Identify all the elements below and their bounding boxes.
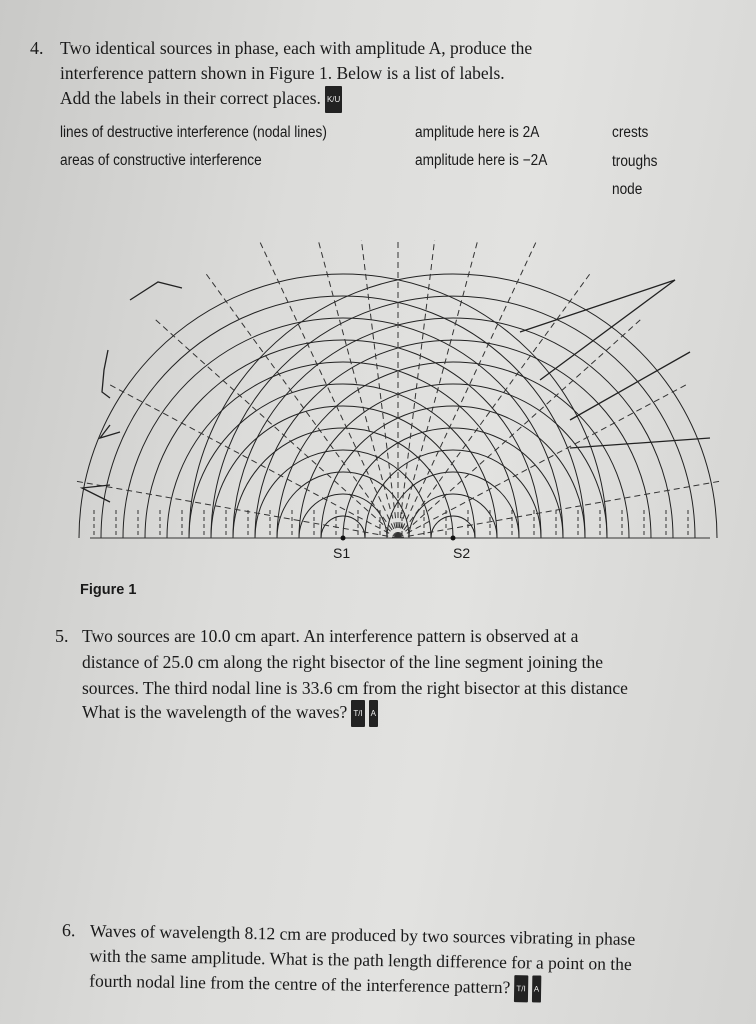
nodal-line bbox=[398, 240, 483, 538]
wavefront-arc bbox=[233, 428, 453, 538]
hand-line-right-3 bbox=[570, 352, 690, 420]
question-5-line-4-text: What is the wavelength of the waves? bbox=[82, 702, 348, 722]
label-amplitude-positive: amplitude here is 2A bbox=[415, 124, 540, 141]
question-5-line-1: Two sources are 10.0 cm apart. An interference pattern is observed at a bbox=[82, 626, 579, 646]
hand-line-right-1 bbox=[520, 280, 675, 332]
question-5-line-2: distance of 25.0 cm along the right bisector of the line segment joining the bbox=[82, 652, 603, 672]
question-4-number: 4. bbox=[30, 38, 44, 58]
hand-line-right-2 bbox=[540, 280, 675, 380]
label-destructive: lines of destructive interference (nodal lines) bbox=[60, 124, 327, 141]
hand-line-top-left bbox=[130, 282, 182, 300]
question-5-line-3: sources. The third nodal line is 33.6 cm from the right bisector at this distance bbox=[82, 678, 628, 698]
hand-line-left-bracket bbox=[102, 350, 110, 398]
ti-badge: T/I bbox=[351, 700, 364, 727]
source-2-label: S2 bbox=[453, 545, 471, 561]
question-6-number: 6. bbox=[61, 920, 76, 941]
wavefront-arc bbox=[343, 428, 563, 538]
question-4-line-3-text: Add the labels in their correct places. bbox=[60, 88, 321, 108]
question-4-line-1: Two identical sources in phase, each with amplitude A, produce the bbox=[60, 38, 533, 58]
label-node: node bbox=[612, 181, 643, 198]
question-5-number: 5. bbox=[55, 626, 69, 646]
label-troughs: troughs bbox=[612, 153, 658, 170]
a-badge: A bbox=[369, 700, 378, 727]
handwritten-label-lines bbox=[82, 280, 710, 502]
a-badge: A bbox=[532, 976, 542, 1003]
question-6-line-2: with the same amplitude. What is the path length difference for a point on the bbox=[89, 945, 632, 974]
source-1-dot bbox=[341, 536, 346, 541]
question-6-line-3-text: fourth nodal line from the centre of the interference pattern? bbox=[89, 970, 511, 998]
hand-line-right-4 bbox=[570, 438, 710, 448]
nodal-line bbox=[398, 481, 723, 538]
label-crests: crests bbox=[612, 124, 649, 141]
figure-caption: Figure 1 bbox=[80, 582, 137, 598]
nodal-line bbox=[73, 481, 398, 538]
question-4-line-3 bbox=[60, 86, 342, 113]
nodal-line bbox=[313, 240, 398, 538]
label-constructive: areas of constructive interference bbox=[60, 152, 262, 169]
ku-badge: K/U bbox=[325, 86, 342, 113]
interference-figure bbox=[70, 240, 730, 570]
source-1-label: S1 bbox=[333, 545, 351, 561]
label-amplitude-negative: amplitude here is −2A bbox=[415, 152, 548, 169]
ti-badge: T/I bbox=[514, 976, 528, 1003]
question-6-line-3 bbox=[89, 968, 541, 1003]
question-4-line-2: interference pattern shown in Figure 1. Below is a list of labels. bbox=[60, 63, 505, 83]
question-6-line-1: Waves of wavelength 8.12 cm are produced by two sources vibrating in phase bbox=[89, 920, 636, 950]
question-5-line-4 bbox=[82, 700, 378, 727]
source-2-dot bbox=[451, 536, 456, 541]
